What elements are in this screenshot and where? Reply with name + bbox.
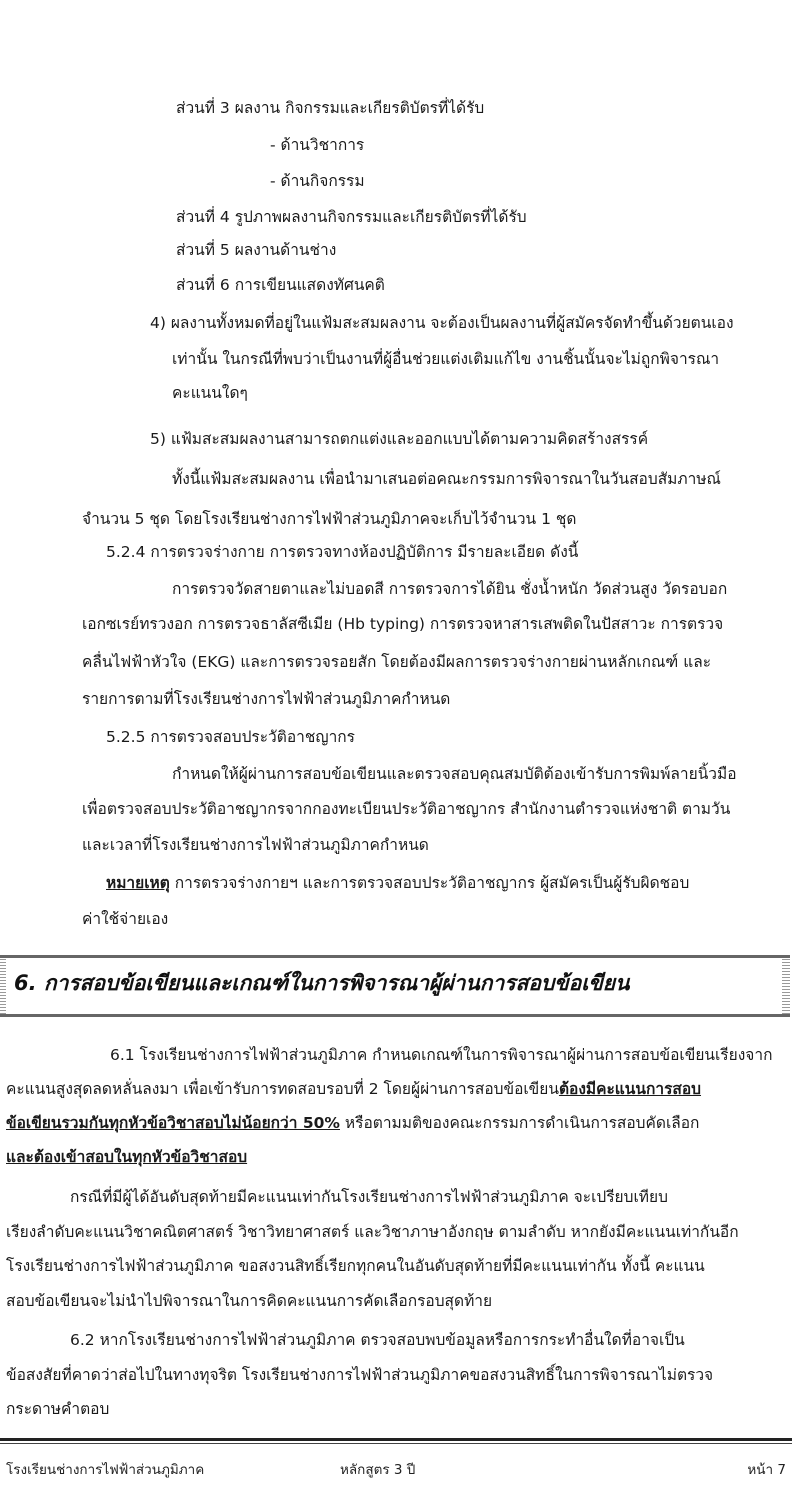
footer-curriculum: หลักสูตร 3 ปี bbox=[340, 1462, 416, 1478]
footer-rule-thin bbox=[0, 1443, 792, 1444]
s524-line-2: เอกซเรย์ทรวงอก การตรวจธาลัสซีเมีย (Hb typing) การตรวจหาสารเสพติดในปัสสาวะ การตรวจ bbox=[82, 615, 724, 633]
p61-line-4: และต้องเข้าสอบในทุกหัวข้อวิชาสอบ bbox=[6, 1148, 248, 1166]
s524-line-3: คลื่นไฟฟ้าหัวใจ (EKG) และการตรวจรอยสัก โดยต้องมีผลการตรวจร่างกายผ่านหลักเกณฑ์ และ bbox=[82, 653, 712, 671]
tie-line-1: กรณีที่มีผู้ได้อันดับสุดท้ายมีคะแนนเท่ากันโรงเรียนช่างการไฟฟ้าส่วนภูมิภาค จะเปรียบเทียบ bbox=[70, 1188, 668, 1206]
part-3-line: ส่วนที่ 3 ผลงาน กิจกรรมและเกียรติบัตรที่ได้รับ bbox=[176, 99, 485, 117]
part-3-activity: - ด้านกิจกรรม bbox=[270, 172, 365, 190]
tie-line-3: โรงเรียนช่างการไฟฟ้าส่วนภูมิภาค ขอสงวนสิทธิ์เรียกทุกคนในอันดับสุดท้ายที่มีคะแนนเท่ากัน ทั้งนี้ คะแนน bbox=[6, 1257, 705, 1275]
s525-heading: 5.2.5 การตรวจสอบประวัติอาชญากร bbox=[106, 728, 355, 746]
item-4-line-3: คะแนนใดๆ bbox=[172, 384, 248, 402]
p62-line-1: 6.2 หากโรงเรียนช่างการไฟฟ้าส่วนภูมิภาค ตรวจสอบพบข้อมูลหรือการกระทำอื่นใดที่อาจเป็น bbox=[70, 1331, 685, 1349]
item-4-line-1: 4) ผลงานทั้งหมดที่อยู่ในแฟ้มสะสมผลงาน จะต้องเป็นผลงานที่ผู้สมัครจัดทำขึ้นด้วยตนเอง bbox=[150, 314, 734, 332]
p61-line-3 bbox=[6, 1112, 699, 1134]
section-6-title: 6. การสอบข้อเขียนและเกณฑ์ในการพิจารณาผู้ผ่านการสอบข้อเขียน bbox=[14, 971, 630, 995]
p61-line-2-text: คะแนนสูงสุดลดหลั่นลงมา เพื่อเข้ารับการทดสอบรอบที่ 2 โดยผู้ผ่านการสอบข้อเขียน bbox=[6, 1080, 559, 1098]
s525-line-1: กำหนดให้ผู้ผ่านการสอบข้อเขียนและตรวจสอบคุณสมบัติต้องเข้ารับการพิมพ์ลายนิ้วมือ bbox=[172, 765, 737, 783]
footer-rule-thick bbox=[0, 1438, 792, 1441]
p61-line-3-text: หรือตามมติของคณะกรรมการดำเนินการสอบคัดเลือก bbox=[339, 1114, 700, 1132]
remark-text: การตรวจร่างกายฯ และการตรวจสอบประวัติอาชญากร ผู้สมัครเป็นผู้รับผิดชอบ bbox=[169, 874, 690, 892]
portfolio-note-line-1: ทั้งนี้แฟ้มสะสมผลงาน เพื่อนำมาเสนอต่อคณะกรรมการพิจารณาในวันสอบสัมภาษณ์ bbox=[172, 470, 721, 488]
p61-line-1: 6.1 โรงเรียนช่างการไฟฟ้าส่วนภูมิภาค กำหนดเกณฑ์ในการพิจารณาผู้ผ่านการสอบข้อเขียนเรียงจาก bbox=[110, 1046, 773, 1064]
item-5-line: 5) แฟ้มสะสมผลงานสามารถตกแต่งและออกแบบได้ตามความคิดสร้างสรรค์ bbox=[150, 430, 649, 448]
s525-line-3: และเวลาที่โรงเรียนช่างการไฟฟ้าส่วนภูมิภาคกำหนด bbox=[82, 836, 429, 854]
part-3-academic: - ด้านวิชาการ bbox=[270, 136, 365, 154]
banner-right-edge bbox=[782, 958, 790, 1014]
part-5-line: ส่วนที่ 5 ผลงานด้านช่าง bbox=[176, 241, 337, 259]
banner-left-edge bbox=[0, 958, 6, 1014]
s525-line-2: เพื่อตรวจสอบประวัติอาชญากรจากกองทะเบียนประวัติอาชญากร สำนักงานตำรวจแห่งชาติ ตามวัน bbox=[82, 800, 731, 818]
footer-school-name: โรงเรียนช่างการไฟฟ้าส่วนภูมิภาค bbox=[6, 1462, 205, 1478]
p61-line-3-emphasis: ข้อเขียนรวมกันทุกหัวข้อวิชาสอบไม่น้อยกว่า 50% bbox=[6, 1114, 340, 1132]
p62-line-3: กระดาษคำตอบ bbox=[6, 1400, 110, 1418]
p61-line-2 bbox=[6, 1078, 701, 1100]
p61-line-2-emphasis: ต้องมีคะแนนการสอบ bbox=[558, 1080, 702, 1098]
footer-page-number: หน้า 7 bbox=[747, 1462, 786, 1478]
part-6-line: ส่วนที่ 6 การเขียนแสดงทัศนคติ bbox=[176, 276, 385, 294]
tie-line-2: เรียงลำดับคะแนนวิชาคณิตศาสตร์ วิชาวิทยาศาสตร์ และวิชาภาษาอังกฤษ ตามลำดับ หากยังมีคะแนนเท่ากันอีก bbox=[6, 1223, 739, 1241]
remark-line bbox=[106, 872, 689, 894]
part-4-line: ส่วนที่ 4 รูปภาพผลงานกิจกรรมและเกียรติบัตรที่ได้รับ bbox=[176, 208, 527, 226]
item-4-line-2: เท่านั้น ในกรณีที่พบว่าเป็นงานที่ผู้อื่นช่วยแต่งเติมแก้ไข งานชิ้นนั้นจะไม่ถูกพิจารณา bbox=[172, 350, 720, 368]
p62-line-2: ข้อสงสัยที่คาดว่าส่อไปในทางทุจริต โรงเรียนช่างการไฟฟ้าส่วนภูมิภาคขอสงวนสิทธิ์ในการพิจารณาไม่ตรวจ bbox=[6, 1366, 714, 1384]
s524-line-4: รายการตามที่โรงเรียนช่างการไฟฟ้าส่วนภูมิภาคกำหนด bbox=[82, 690, 451, 708]
remark-continuation: ค่าใช้จ่ายเอง bbox=[82, 910, 169, 928]
remark-label: หมายเหตุ bbox=[106, 874, 170, 892]
portfolio-note-line-2: จำนวน 5 ชุด โดยโรงเรียนช่างการไฟฟ้าส่วนภูมิภาคจะเก็บไว้จำนวน 1 ชุด bbox=[82, 510, 577, 528]
s524-line-1: การตรวจวัดสายตาและไม่บอดสี การตรวจการได้ยิน ชั่งน้ำหนัก วัดส่วนสูง วัดรอบอก bbox=[172, 580, 728, 598]
s524-heading: 5.2.4 การตรวจร่างกาย การตรวจทางห้องปฏิบัติการ มีรายละเอียด ดังนี้ bbox=[106, 543, 579, 561]
tie-line-4: สอบข้อเขียนจะไม่นำไปพิจารณาในการคิดคะแนนการคัดเลือกรอบสุดท้าย bbox=[6, 1292, 493, 1310]
